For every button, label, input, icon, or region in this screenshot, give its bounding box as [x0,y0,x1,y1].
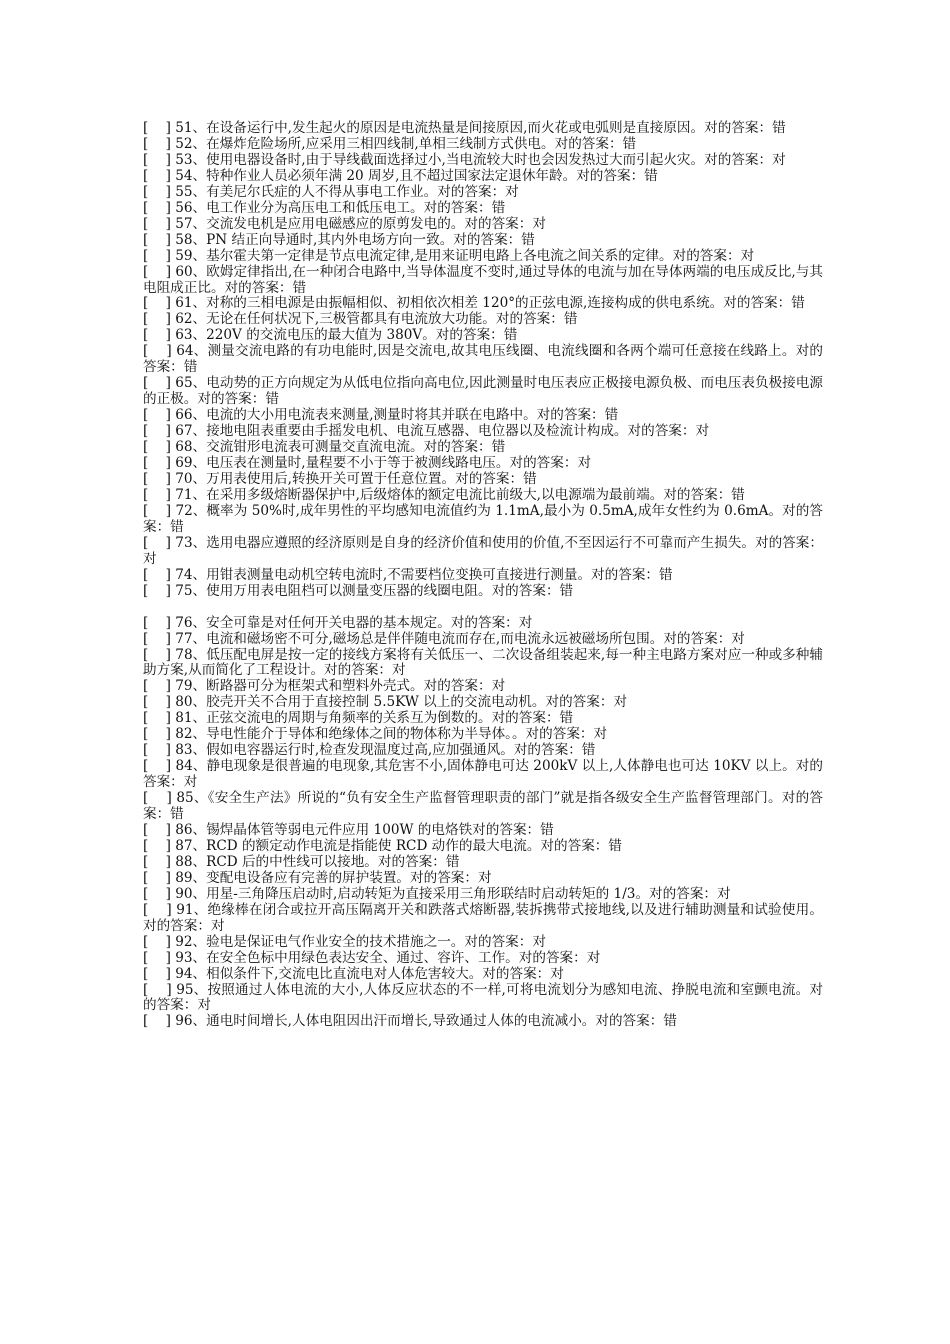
question-item [143,328,823,344]
answer-bracket[interactable]: [ ] [143,901,177,918]
answer-bracket[interactable]: [ ] [143,742,176,759]
question-item [143,344,823,376]
question-item [143,488,823,504]
answer-bracket[interactable]: [ ] [143,758,176,775]
question-text: 57、交流发电机是应用电磁感应的原剪发电的。对的答案：对 [175,215,546,232]
question-text: 52、在爆炸危险场所,应采用三相四线制,单相三线制方式供电。对的答案：错 [175,135,637,152]
answer-bracket[interactable]: [ ] [143,407,176,424]
question-item [143,887,823,903]
question-item [143,233,823,249]
answer-bracket[interactable]: [ ] [143,486,176,503]
question-item [143,536,823,568]
question-text: 79、断路器可分为框架式和塑料外壳式。对的答案：对 [175,678,506,695]
answer-bracket[interactable]: [ ] [143,423,176,440]
answer-bracket[interactable]: [ ] [143,135,176,152]
answer-bracket[interactable]: [ ] [143,694,176,711]
question-item [143,424,823,440]
question-item [143,711,823,727]
answer-bracket[interactable]: [ ] [143,502,176,519]
question-text: 60、欧姆定律指出,在一种闭合电路中,当导体温度不变时,通过导体的电流与加在导体两端的电压成反比,与其电阻成正比。对的答案：错 [143,263,823,296]
question-item [143,153,823,169]
question-item [143,855,823,871]
question-text: 78、低压配电屏是按一定的接线方案将有关低压一、二次设备组装起来,每一种主电路方案对应一种或多种辅助方案,从而简化了工程设计。对的答案：对 [143,646,823,679]
answer-bracket[interactable]: [ ] [143,646,176,663]
question-text: 75、使用万用表电阻档可以测量变压器的线圈电阻。对的答案：错 [175,582,574,599]
question-item [143,504,823,536]
document-page [143,121,823,1030]
question-list-part2 [143,616,823,1031]
answer-bracket[interactable]: [ ] [143,327,176,344]
question-item [143,217,823,233]
answer-bracket[interactable]: [ ] [143,263,176,280]
answer-bracket[interactable]: [ ] [143,566,176,583]
question-text: 74、用钳表测量电动机空转电流时,不需要档位变换可直接进行测量。对的答案：错 [175,566,673,583]
question-text: 54、特种作业人员必须年满 20 周岁,且不超过国家法定退休年龄。对的答案：错 [175,167,658,184]
question-item [143,312,823,328]
question-text: 92、验电是保证电气作业安全的技术措施之一。对的答案：对 [175,933,546,950]
question-text: 94、相似条件下,交流电比直流电对人体危害较大。对的答案：对 [175,965,564,982]
question-text: 51、在设备运行中,发生起火的原因是电流热量是间接原因,而火花或电弧则是直接原因。对的答案：错 [175,120,786,136]
question-item [143,871,823,887]
question-item [143,137,823,153]
question-text: 66、电流的大小用电流表来测量,测量时将其并联在电路中。对的答案：错 [175,407,619,424]
question-item [143,121,823,137]
question-item [143,616,823,632]
question-text: 81、正弦交流电的周期与角频率的关系互为倒数的。对的答案：错 [175,710,574,727]
question-item [143,169,823,185]
answer-bracket[interactable]: [ ] [143,965,176,982]
answer-bracket[interactable]: [ ] [143,375,176,392]
question-text: 63、220V 的交流电压的最大值为 380V。对的答案：错 [175,327,518,344]
question-text: 90、用星-三角降压启动时,启动转矩为直接采用三角形联结时启动转矩的 1/3。对的答案：对 [175,885,731,902]
answer-bracket[interactable]: [ ] [143,949,176,966]
answer-bracket[interactable]: [ ] [143,853,176,870]
question-item [143,823,823,839]
answer-bracket[interactable]: [ ] [143,821,176,838]
blank-gap [143,600,823,616]
answer-bracket[interactable]: [ ] [143,295,176,312]
answer-bracket[interactable]: [ ] [143,120,176,136]
question-text: 91、绝缘棒在闭合或拉开高压隔离开关和跌落式熔断器,装拆携带式接地线,以及进行辅助测量和试验使用。对的答案：对 [143,901,823,934]
question-text: 76、安全可靠是对任何开关电器的基本规定。对的答案：对 [175,614,533,631]
question-text: 61、对称的三相电源是由振幅相似、初相依次相差 120°的正弦电源,连接构成的供电系统。对的答案：错 [175,295,805,312]
question-text: 69、电压表在测量时,量程要不小于等于被测线路电压。对的答案：对 [175,455,592,472]
question-text: 55、有美尼尔氏症的人不得从事电工作业。对的答案：对 [175,183,519,200]
question-text: 89、变配电设备应有完善的屏护装置。对的答案：对 [175,869,492,886]
question-text: 80、胶壳开关不合用于直接控制 5.5KW 以上的交流电动机。对的答案：对 [175,694,628,711]
answer-bracket[interactable]: [ ] [143,582,176,599]
answer-bracket[interactable]: [ ] [143,726,176,743]
question-text: 53、使用电器设备时,由于导线截面选择过小,当电流较大时也会因发热过大而引起火灾。对的答案：对 [175,151,786,168]
answer-bracket[interactable]: [ ] [143,247,176,264]
question-text: 85、《安全生产法》所说的“负有安全生产监督管理职责的部门”就是指各级安全生产监督管理部门。对的答案：错 [143,790,823,823]
answer-bracket[interactable]: [ ] [143,311,176,328]
question-item [143,903,823,935]
answer-bracket[interactable]: [ ] [143,614,176,631]
answer-bracket[interactable]: [ ] [143,199,176,216]
question-item [143,472,823,488]
question-item [143,376,823,408]
question-item [143,759,823,791]
question-text: 71、在采用多级熔断器保护中,后级熔体的额定电流比前级大,以电源端为最前端。对的答案：错 [175,486,745,503]
question-item [143,839,823,855]
answer-bracket[interactable]: [ ] [143,343,177,360]
question-text: 58、PN 结正向导通时,其内外电场方向一致。对的答案：错 [175,231,535,248]
answer-bracket[interactable]: [ ] [143,885,176,902]
question-text: 96、通电时间增长,人体电阻因出汗而增长,导致通过人体的电流减小。对的答案：错 [175,1013,677,1030]
answer-bracket[interactable]: [ ] [143,630,176,647]
question-text: 87、RCD 的额定动作电流是指能使 RCD 动作的最大电流。对的答案：错 [175,837,622,854]
answer-bracket[interactable]: [ ] [143,869,176,886]
question-item [143,695,823,711]
question-text: 56、电工作业分为高压电工和低压电工。对的答案：错 [175,199,506,216]
question-text: 72、概率为 50%时,成年男性的平均感知电流值约为 1.1mA,最小为 0.5mA,成年女性约为 0.6mA。对的答案：错 [143,502,823,535]
question-item [143,679,823,695]
question-item [143,265,823,297]
question-text: 93、在安全色标中用绿色表达安全、通过、容许、工作。对的答案：对 [175,949,601,966]
answer-bracket[interactable]: [ ] [143,837,176,854]
question-text: 73、选用电器应遵照的经济原则是自身的经济价值和使用的价值,不至因运行不可靠而产生损失。对的答案：对 [143,534,823,567]
answer-bracket[interactable]: [ ] [143,790,177,807]
question-text: 83、假如电容器运行时,检查发现温度过高,应加强通风。对的答案：错 [175,742,596,759]
answer-bracket[interactable]: [ ] [143,534,176,551]
answer-bracket[interactable]: [ ] [143,183,176,200]
question-text: 95、按照通过人体电流的大小,人体反应状态的不一样,可将电流划分为感知电流、挣脱电流和室颤电流。对的答案：对 [143,981,823,1014]
answer-bracket[interactable]: [ ] [143,231,176,248]
answer-bracket[interactable]: [ ] [143,981,177,998]
question-item [143,967,823,983]
answer-bracket[interactable]: [ ] [143,151,176,168]
answer-bracket[interactable]: [ ] [143,933,176,950]
answer-bracket[interactable]: [ ] [143,439,176,456]
question-item [143,440,823,456]
question-text: 77、电流和磁场密不可分,磁场总是伴伴随电流而存在,而电流永远被磁场所包围。对的答案：对 [175,630,745,647]
answer-bracket[interactable]: [ ] [143,678,176,695]
question-item [143,648,823,680]
question-list-part1 [143,121,823,600]
question-item [143,456,823,472]
answer-bracket[interactable]: [ ] [143,470,176,487]
question-item [143,408,823,424]
question-text: 67、接地电阻表重要由手摇发电机、电流互感器、电位器以及检流计构成。对的答案：对 [175,423,710,440]
question-item [143,1014,823,1030]
question-item [143,584,823,600]
question-item [143,983,823,1015]
question-text: 65、电动势的正方向规定为从低电位指向高电位,因此测量时电压表应正极接电源负极、而电压表负极接电源的正极。对的答案：错 [143,375,823,408]
question-text: 59、基尔霍夫第一定律是节点电流定律,是用来证明电路上各电流之间关系的定律。对的答案：对 [175,247,755,264]
question-text: 86、锡焊晶体管等弱电元件应用 100W 的电烙铁对的答案：错 [175,821,554,838]
answer-bracket[interactable]: [ ] [143,167,176,184]
answer-bracket[interactable]: [ ] [143,455,176,472]
question-item [143,632,823,648]
question-text: 70、万用表使用后,转换开关可置于任意位置。对的答案：错 [175,470,537,487]
question-item [143,568,823,584]
question-text: 84、静电现象是很普遍的电现象,其危害不小,固体静电可达 200kV 以上,人体静电也可达 10KV 以上。对的答案：对 [143,758,823,791]
question-text: 68、交流钳形电流表可测量交直流电流。对的答案：错 [175,439,506,456]
question-text: 82、导电性能介于导体和绝缘体之间的物体称为半导体。。对的答案：对 [175,726,608,743]
question-text: 88、RCD 后的中性线可以接地。对的答案：错 [175,853,460,870]
question-item [143,185,823,201]
question-item [143,743,823,759]
question-text: 64、测量交流电路的有功电能时,因是交流电,故其电压线圈、电流线圈和各两个端可任意接在线路上。对的答案：错 [143,343,823,376]
question-item [143,951,823,967]
answer-bracket[interactable]: [ ] [143,710,176,727]
question-text: 62、无论在任何状况下,三极管都具有电流放大功能。对的答案：错 [175,311,578,328]
answer-bracket[interactable]: [ ] [143,1013,176,1030]
question-item [143,791,823,823]
question-item [143,249,823,265]
question-item [143,935,823,951]
answer-bracket[interactable]: [ ] [143,215,176,232]
question-item [143,201,823,217]
question-item [143,727,823,743]
